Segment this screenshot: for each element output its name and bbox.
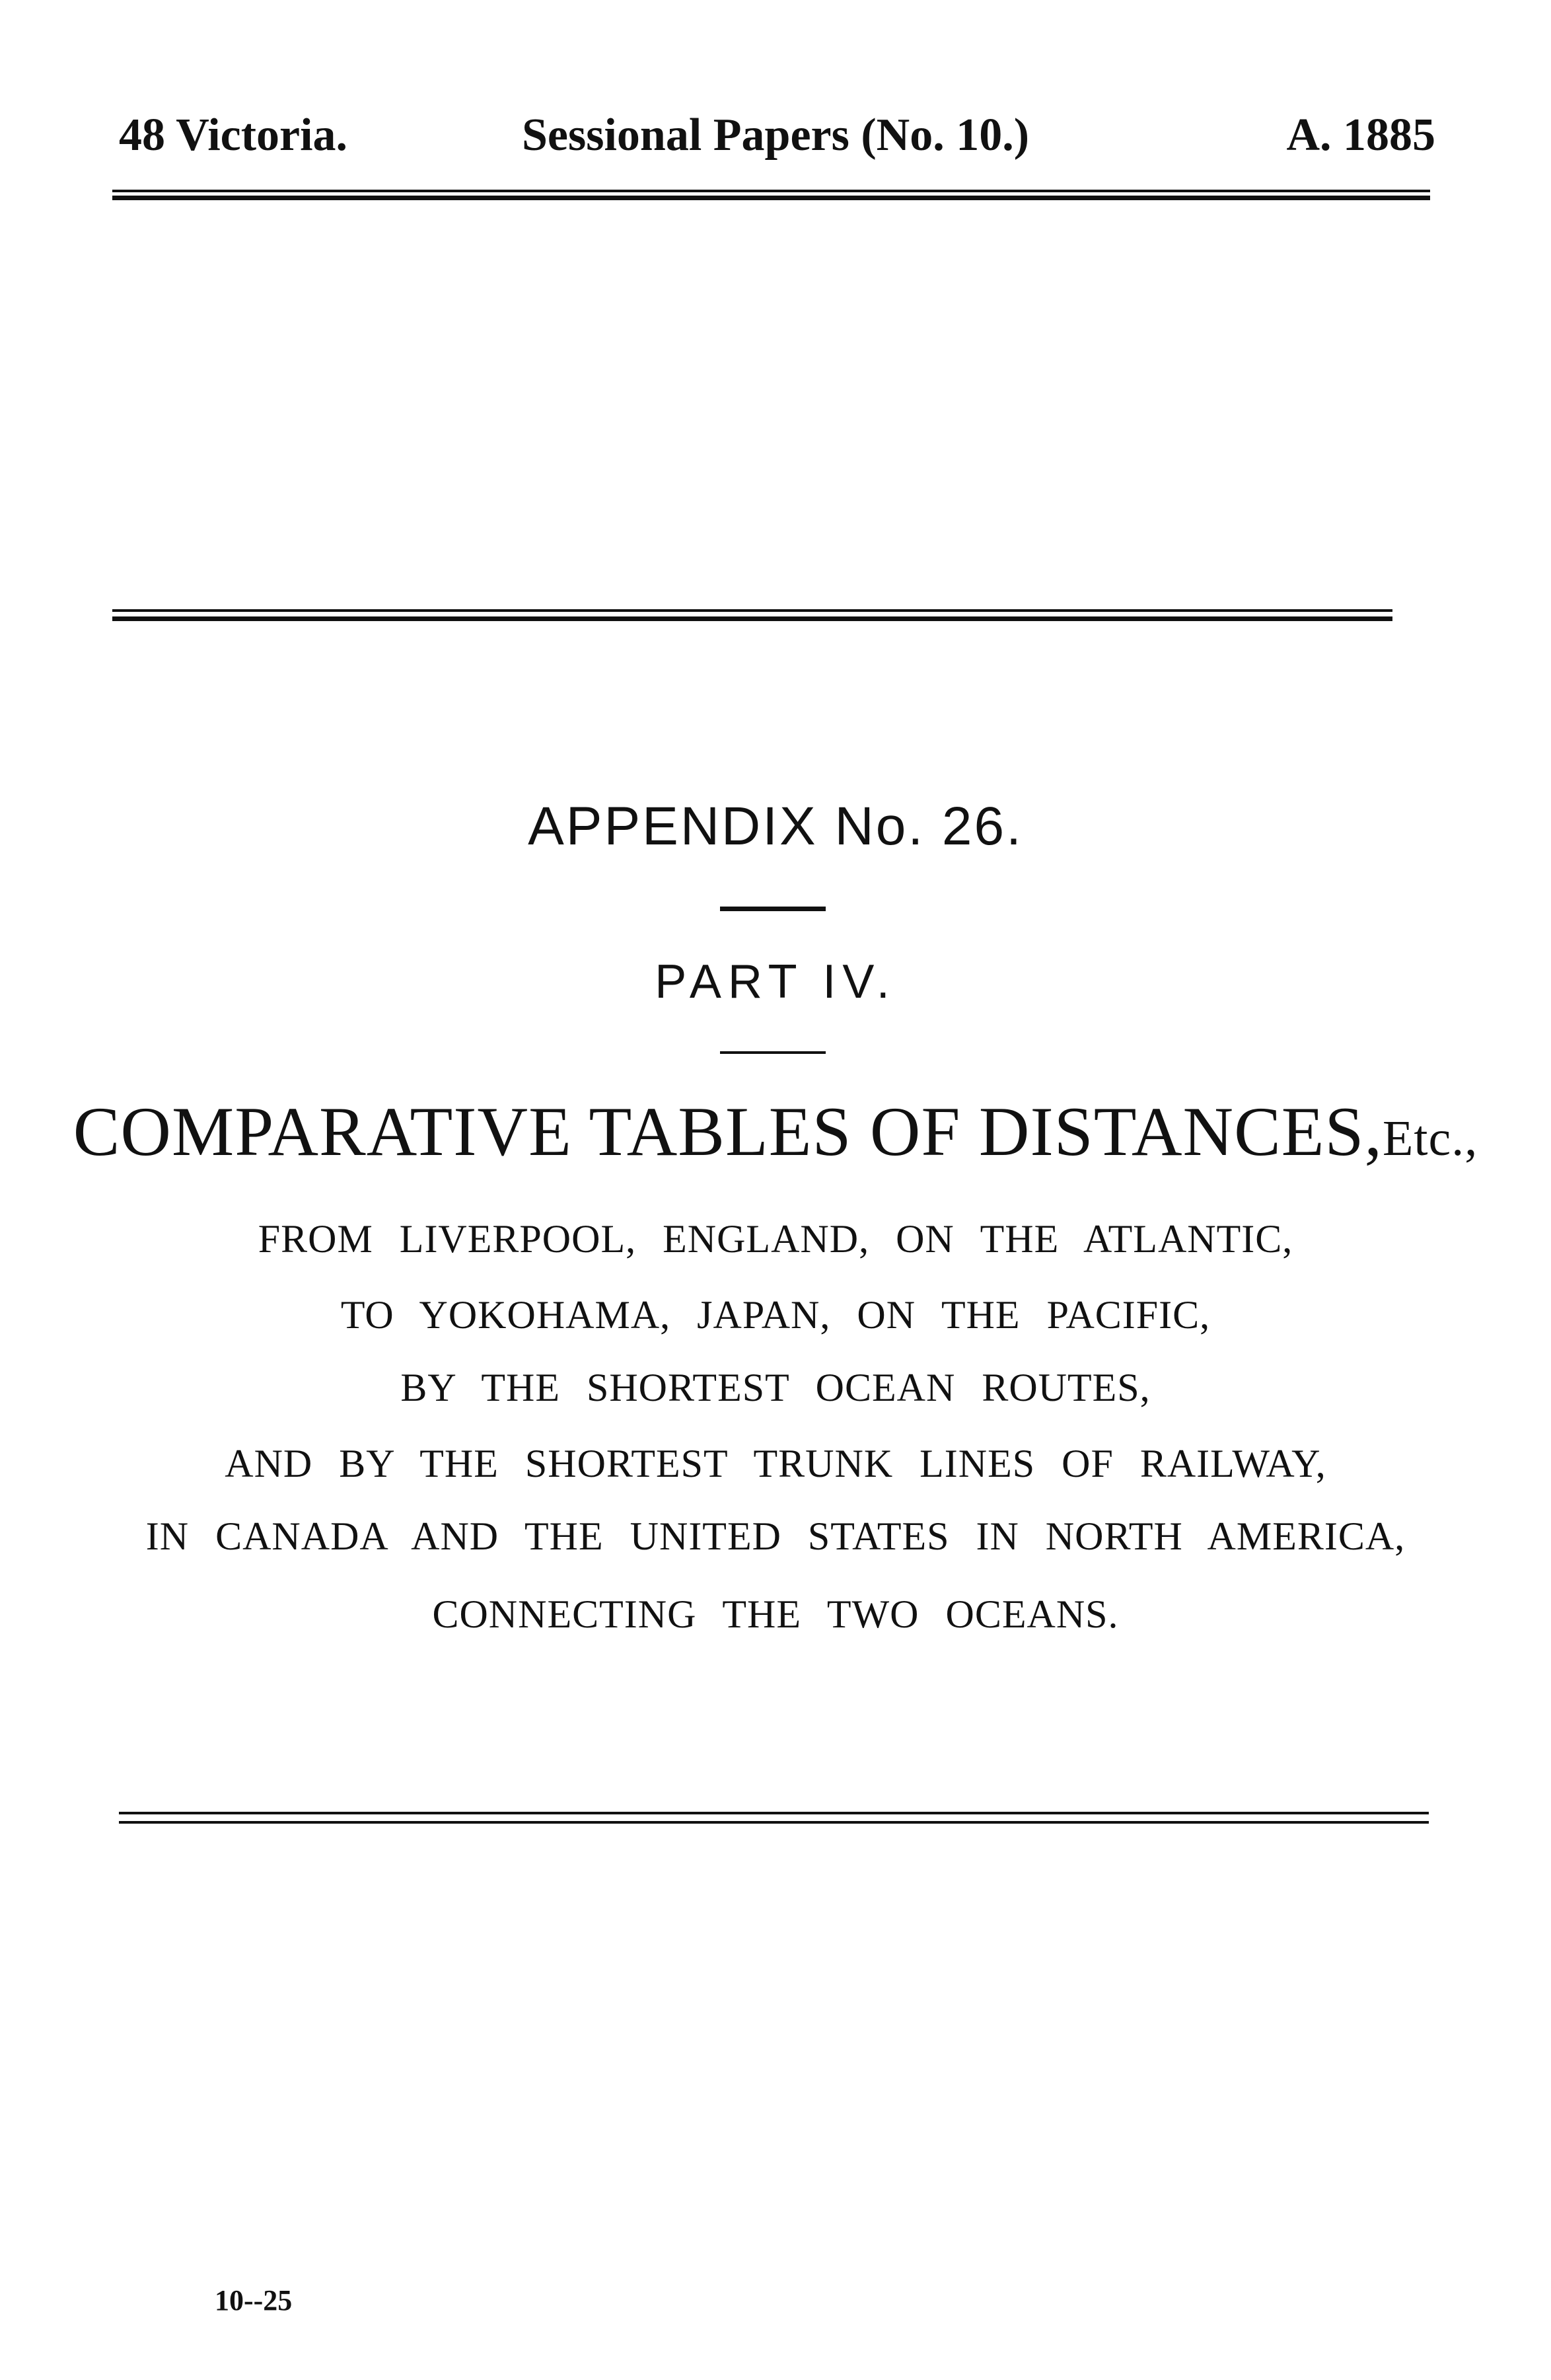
footer-signature-code: 10--25: [215, 2284, 293, 2317]
header-rule-top: [112, 190, 1430, 192]
lower-rule-bottom: [119, 1821, 1429, 1824]
upper-rule-bottom: [112, 616, 1392, 621]
subtitle-line-2: TO YOKOHAMA, JAPAN, ON THE PACIFIC,: [340, 1293, 1211, 1337]
header-rule-bottom: [112, 196, 1430, 200]
short-rule-2: [720, 1051, 826, 1054]
running-header-volume: 48 Victoria.: [119, 110, 348, 161]
document-title-etc: Etc.,: [1382, 1111, 1478, 1166]
running-header-year: A. 1885: [1286, 110, 1435, 161]
appendix-heading: APPENDIX No. 26.: [528, 796, 1023, 856]
subtitle-line-4: AND BY THE SHORTEST TRUNK LINES OF RAILWAY,: [225, 1442, 1326, 1485]
upper-rule-top: [112, 609, 1392, 612]
short-rule-1: [720, 907, 826, 911]
lower-rule-top: [119, 1812, 1429, 1814]
subtitle-line-1: FROM LIVERPOOL, ENGLAND, ON THE ATLANTIC,: [258, 1217, 1293, 1261]
part-heading: PART IV.: [655, 955, 896, 1008]
subtitle-line-6: CONNECTING THE TWO OCEANS.: [432, 1592, 1119, 1636]
document-title: [0, 1093, 1551, 1170]
subtitle-line-5: IN CANADA AND THE UNITED STATES IN NORTH AMERICA,: [145, 1514, 1406, 1558]
running-header-title: Sessional Papers (No. 10.): [521, 110, 1030, 161]
document-title-main: COMPARATIVE TABLES OF DISTANCES,: [73, 1093, 1383, 1170]
subtitle-line-3: BY THE SHORTEST OCEAN ROUTES,: [400, 1366, 1151, 1409]
